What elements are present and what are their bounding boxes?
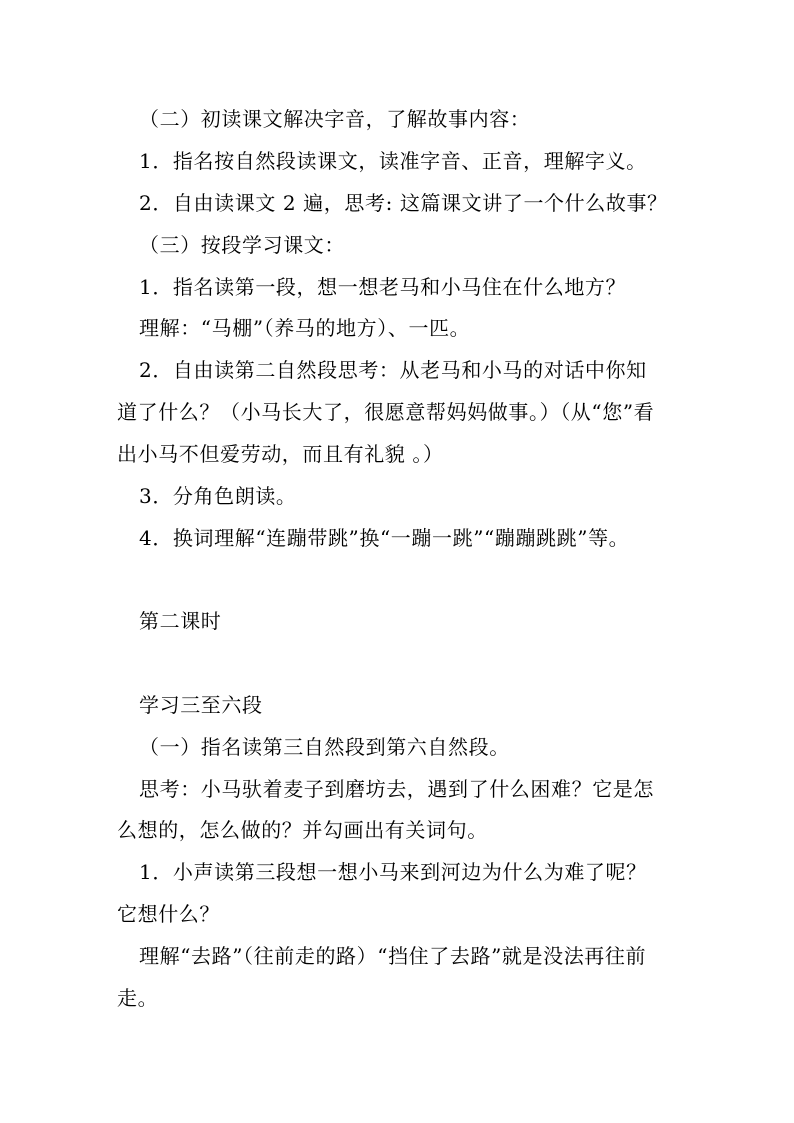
paragraph-line: 理解“去路”（往前走的路）“挡住了去路”就是没法再往前 [139, 944, 647, 968]
section-heading-first-reading: （二）初读课文解决字音，了解故事内容： [139, 107, 531, 131]
paragraph-line: 2．自由读第二自然段思考：从老马和小马的对话中你知 [139, 358, 647, 382]
paragraph-line: 道了什么？（小马长大了，很愿意帮妈妈做事。）（从“您”看 [117, 400, 655, 424]
paragraph-line: 3．分角色朗读。 [139, 484, 297, 508]
paragraph-line: 走。 [117, 986, 159, 1010]
paragraph-line: 1．指名按自然段读课文，读准字音、正音，理解字义。 [139, 149, 647, 173]
paragraph-line: 1．指名读第一段，想一想老马和小马住在什么地方？ [139, 275, 627, 299]
paragraph-line: 思考：小马驮着麦子到磨坊去，遇到了什么困难？它是怎 [139, 777, 654, 801]
paragraph-line: 出小马不但爱劳动，而且有礼貌 。） [117, 442, 444, 466]
section-heading-paragraphs-3-to-6: 学习三至六段 [139, 693, 263, 717]
paragraph-line: 理解：“马棚”（养马的地方）、一匹。 [139, 316, 471, 340]
paragraph-line: 4．换词理解“连蹦带跳”换“一蹦一跳”“蹦蹦跳跳”等。 [139, 526, 630, 550]
paragraph-line: 2．自由读课文 2 遍，思考: 这篇课文讲了一个什么故事？ [139, 191, 668, 215]
paragraph-line: （一）指名读第三自然段到第六自然段。 [139, 735, 510, 759]
lesson-heading-second-period: 第二课时 [139, 609, 222, 633]
paragraph-line: 1．小声读第三段想一想小马来到河边为什么为难了呢？ [139, 860, 647, 884]
paragraph-line: 它想什么？ [117, 902, 220, 926]
section-heading-study-by-paragraph: （三）按段学习课文： [139, 233, 345, 257]
paragraph-line: 么想的，怎么做的？并勾画出有关词句。 [117, 818, 488, 842]
